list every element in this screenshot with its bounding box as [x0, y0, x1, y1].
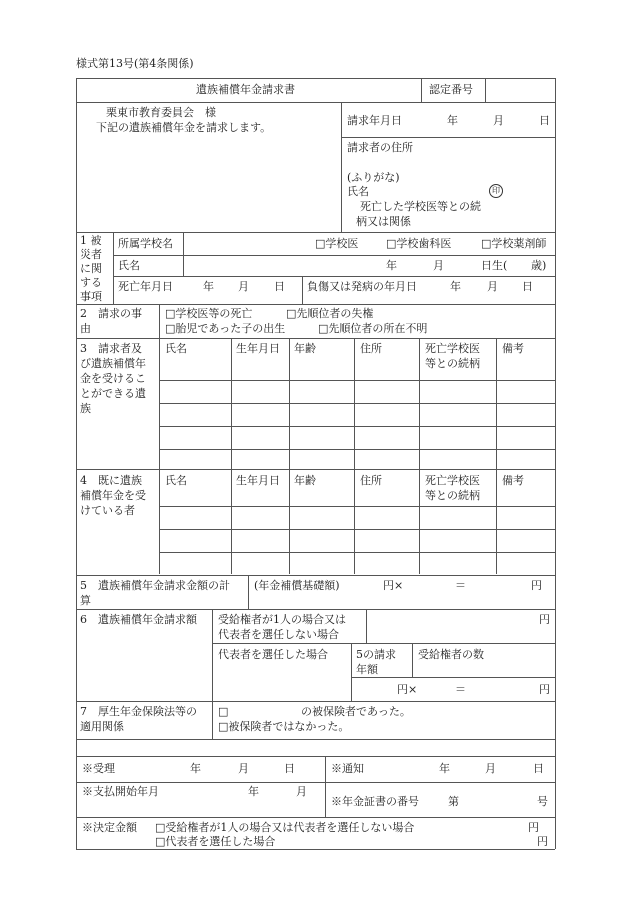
school-name-label: 所属学校名 [118, 237, 173, 250]
request-date-day: 日 [539, 114, 550, 127]
col-header-name: 氏名 [165, 474, 187, 487]
base-equals: ＝ [455, 579, 466, 592]
option-school-dentist[interactable]: □学校歯科医 [386, 237, 452, 250]
decided-rep-option[interactable]: □代表者を選任した場合 [155, 835, 276, 848]
section3-label-line: 3 請求者及 [80, 342, 142, 355]
section4-label-line: 4 既に遺族 [80, 474, 142, 487]
section2-label: 由 [80, 322, 91, 335]
notice-label: ※通知 [331, 762, 364, 775]
claimant-relation-label-1: 死亡した学校医等との続 [360, 200, 481, 213]
section5-label: 算 [80, 594, 91, 607]
cert-number-field[interactable] [486, 79, 554, 101]
pay-start-year: 年 [248, 785, 259, 798]
form-title: 遺族補償年金請求書 [196, 83, 295, 96]
death-day: 日 [274, 280, 285, 293]
addressee: 栗東市教育委員会 様 [106, 106, 216, 119]
col-header-relation: 等との続柄 [425, 357, 480, 370]
col-header-birth: 生年月日 [236, 342, 280, 355]
section4-label-line: 補償年金を受 [80, 489, 146, 502]
claimant-relation-label-2: 柄又は関係 [356, 215, 411, 228]
reason-unknown-option[interactable]: □先順位者の所在不明 [318, 322, 428, 335]
col-header-address: 住所 [360, 474, 382, 487]
birth-day: 日生( [481, 259, 508, 272]
option-school-doctor[interactable]: □学校医 [315, 237, 359, 250]
death-year: 年 [203, 280, 214, 293]
section3-label-line: とができる遺 [80, 387, 146, 400]
notice-day: 日 [533, 762, 544, 775]
cert-dai: 第 [448, 795, 459, 808]
seal-icon: 印 [489, 184, 503, 198]
decided-single-option[interactable]: □受給権者が1人の場合又は代表者を選任しない場合 [155, 821, 415, 834]
claimant-furigana-label: (ふりがな) [347, 171, 400, 184]
rep-yen: 円 [539, 683, 550, 696]
injury-date-label: 負傷又は発病の年月日 [307, 280, 417, 293]
section7-label: 7 厚生年金保険法等の [80, 705, 197, 718]
request-sentence: 下記の遺族補償年金を請求します。 [96, 121, 272, 134]
section2-label: 2 請求の事 [80, 307, 142, 320]
request-date-year: 年 [447, 114, 458, 127]
base-yen: 円 [531, 579, 542, 592]
rep-yen-times: 円× [397, 683, 418, 696]
col-header-address: 住所 [360, 342, 382, 355]
cert-number-label: 認定番号 [429, 83, 473, 96]
birth-year: 年 [386, 259, 397, 272]
request-date-label: 請求年月日 [347, 114, 402, 127]
section5-label: 5 遺族補償年金請求金額の計 [80, 579, 230, 592]
insured-text: の被保険者であった。 [301, 705, 411, 718]
birth-month: 月 [433, 259, 444, 272]
rep-equals: ＝ [455, 683, 466, 696]
annual-amount-label: 年額 [356, 663, 378, 676]
decided-rep-yen: 円 [537, 835, 548, 848]
single-case-yen: 円 [539, 613, 550, 626]
section3-label-line: び遺族補償年 [80, 357, 146, 370]
section4-label-line: けている者 [80, 504, 135, 517]
notice-year: 年 [439, 762, 450, 775]
insured-checkbox[interactable]: □ [218, 705, 229, 718]
reason-birth-option[interactable]: □胎児であった子の出生 [165, 322, 286, 335]
not-insured-option[interactable]: □被保険者ではなかった。 [218, 720, 350, 733]
form-number-label: 様式第13号(第4条関係) [76, 57, 194, 70]
claimant-address-label: 請求者の住所 [347, 141, 413, 154]
section1-label-line: 1 被 [80, 234, 102, 247]
col-header-remarks: 備考 [502, 474, 524, 487]
death-date-label: 死亡年月日 [118, 280, 173, 293]
injury-month: 月 [487, 280, 498, 293]
section7-label: 適用関係 [80, 720, 124, 733]
received-year: 年 [190, 762, 201, 775]
injury-day: 日 [522, 280, 533, 293]
section3-label-line: 族 [80, 402, 91, 415]
pay-start-label: ※支払開始年月 [82, 785, 159, 798]
cert-go: 号 [537, 795, 548, 808]
col-header-relation: 死亡学校医 [425, 474, 480, 487]
col-header-name: 氏名 [165, 342, 187, 355]
claimant-name-label: 氏名 [347, 185, 369, 198]
received-month: 月 [238, 762, 249, 775]
section6-label: 6 遺族補償年金請求額 [80, 613, 197, 626]
col-header-relation: 等との続柄 [425, 489, 480, 502]
section1-label-line: に関 [80, 262, 102, 275]
received-day: 日 [284, 762, 295, 775]
injury-year: 年 [450, 280, 461, 293]
section1-label-line: 災者 [80, 248, 102, 261]
col-header-age: 年齢 [294, 474, 316, 487]
option-school-pharmacist[interactable]: □学校薬剤師 [481, 237, 547, 250]
col-header-age: 年齢 [294, 342, 316, 355]
death-month: 月 [238, 280, 249, 293]
reason-forfeit-option[interactable]: □先順位者の失権 [286, 307, 374, 320]
section3-label-line: 金を受けるこ [80, 372, 146, 385]
single-case-label: 受給権者が1人の場合又は [218, 613, 346, 626]
single-case-label: 代表者を選任しない場合 [218, 628, 339, 641]
decided-amount-label: ※決定金額 [82, 821, 137, 834]
received-label: ※受理 [82, 762, 115, 775]
beneficiary-count-label: 受給権者の数 [418, 648, 484, 661]
reason-death-option[interactable]: □学校医等の死亡 [165, 307, 253, 320]
rep-case-label: 代表者を選任した場合 [218, 648, 328, 661]
base-yen-times: 円× [383, 579, 404, 592]
annual-amount-label: 5の請求 [356, 648, 396, 661]
section1-label-line: 事項 [80, 290, 102, 303]
decided-single-yen: 円 [528, 821, 539, 834]
col-header-birth: 生年月日 [236, 474, 280, 487]
age: 歳) [531, 259, 547, 272]
victim-name-label: 氏名 [118, 259, 140, 272]
col-header-remarks: 備考 [502, 342, 524, 355]
notice-month: 月 [485, 762, 496, 775]
section1-label-line: する [80, 276, 102, 289]
request-date-month: 月 [493, 114, 504, 127]
pay-start-month: 月 [296, 785, 307, 798]
col-header-relation: 死亡学校医 [425, 342, 480, 355]
pension-cert-no-label: ※年金証書の番号 [331, 795, 419, 808]
base-amount-label: (年金補償基礎額) [254, 579, 340, 592]
